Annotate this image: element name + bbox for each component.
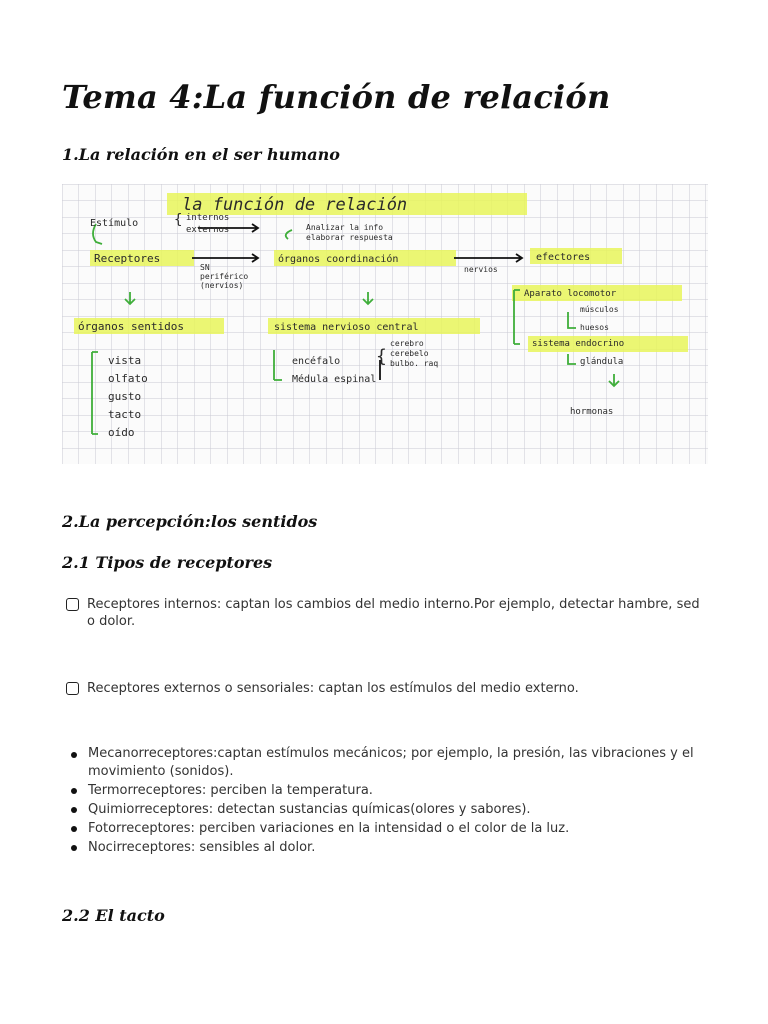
- notes-encefalo: encéfalo: [292, 356, 341, 367]
- section-heading-relacion: 1.La relación en el ser humano: [62, 145, 340, 164]
- notes-medula: Médula espinal: [292, 374, 377, 385]
- notes-receptores: Receptores: [94, 252, 161, 265]
- notes-internos: internos: [186, 213, 230, 223]
- notes-organos-coord: órganos coordinación: [278, 254, 399, 265]
- page-title: Tema 4:La función de relación: [62, 78, 611, 116]
- notes-externos: externos: [186, 225, 230, 235]
- checkbox-icon[interactable]: [66, 682, 79, 695]
- notes-hormonas: hormonas: [570, 407, 614, 417]
- notes-cerebro: cerebro: [390, 339, 424, 348]
- notes-musculos: músculos: [580, 305, 619, 314]
- notes-sentido-4: tacto: [108, 408, 142, 421]
- section-heading-percepcion: 2.La percepción:los sentidos: [62, 512, 318, 531]
- notes-sn-2: periférico: [200, 272, 249, 281]
- notes-sentido-3: gusto: [108, 390, 142, 403]
- notes-sentido-5: oído: [108, 426, 135, 439]
- notes-sn-1: SN: [200, 263, 210, 272]
- notes-sn-3: (nervios): [200, 281, 244, 290]
- section-heading-tacto: 2.2 El tacto: [62, 906, 165, 925]
- notes-analizar-1: Analizar la info: [306, 223, 384, 232]
- checklist-item-text: Receptores externos o sensoriales: captan los estímulos del medio externo.: [87, 681, 579, 696]
- handwritten-notes-image: [62, 184, 708, 464]
- notes-glandula: glándula: [580, 357, 624, 367]
- notes-title: la función de relación: [182, 195, 408, 215]
- notes-huesos: huesos: [580, 323, 609, 332]
- notes-estimulo: Estímulo: [90, 218, 139, 229]
- notes-organos-sentidos: órganos sentidos: [78, 320, 184, 333]
- section-heading-tipos-receptores: 2.1 Tipos de receptores: [62, 553, 273, 572]
- checklist-item: [66, 596, 706, 630]
- checklist-item-text: Receptores internos: captan los cambios del medio interno.Por ejemplo, detectar hambre, sed o dolor.: [87, 597, 700, 629]
- list-item: Fotorreceptores: perciben variaciones en la intensidad o el color de la luz.: [70, 819, 706, 838]
- list-item: Quimiorreceptores: detectan sustancias químicas(olores y sabores).: [70, 800, 706, 819]
- notes-sistema-endocrino: sistema endocrino: [532, 339, 625, 349]
- notes-bulbo: bulbo. raq: [390, 359, 439, 368]
- notes-efectores: efectores: [536, 252, 591, 263]
- checkbox-icon[interactable]: [66, 598, 79, 611]
- notes-cerebelo: cerebelo: [390, 349, 429, 358]
- list-item: Mecanorreceptores:captan estímulos mecánicos; por ejemplo, la presión, las vibraciones y el movimiento (sonidos).: [70, 745, 706, 780]
- checklist-item: [66, 680, 706, 697]
- svg-text:{: {: [376, 346, 387, 367]
- list-item: Termorreceptores: perciben la temperatura.: [70, 781, 706, 800]
- list-item: Nocirreceptores: sensibles al dolor.: [70, 838, 706, 857]
- notes-sentido-1: vista: [108, 354, 142, 367]
- notes-analizar-2: elaborar respuesta: [306, 233, 393, 242]
- svg-text:{: {: [174, 212, 183, 228]
- notes-nervios: nervios: [464, 265, 498, 274]
- notes-sistema-nervioso: sistema nervioso central: [274, 322, 419, 333]
- notes-aparato-locomotor: Aparato locomotor: [524, 289, 617, 299]
- notes-sentido-2: olfato: [108, 372, 148, 385]
- receptor-types-list: [70, 745, 706, 857]
